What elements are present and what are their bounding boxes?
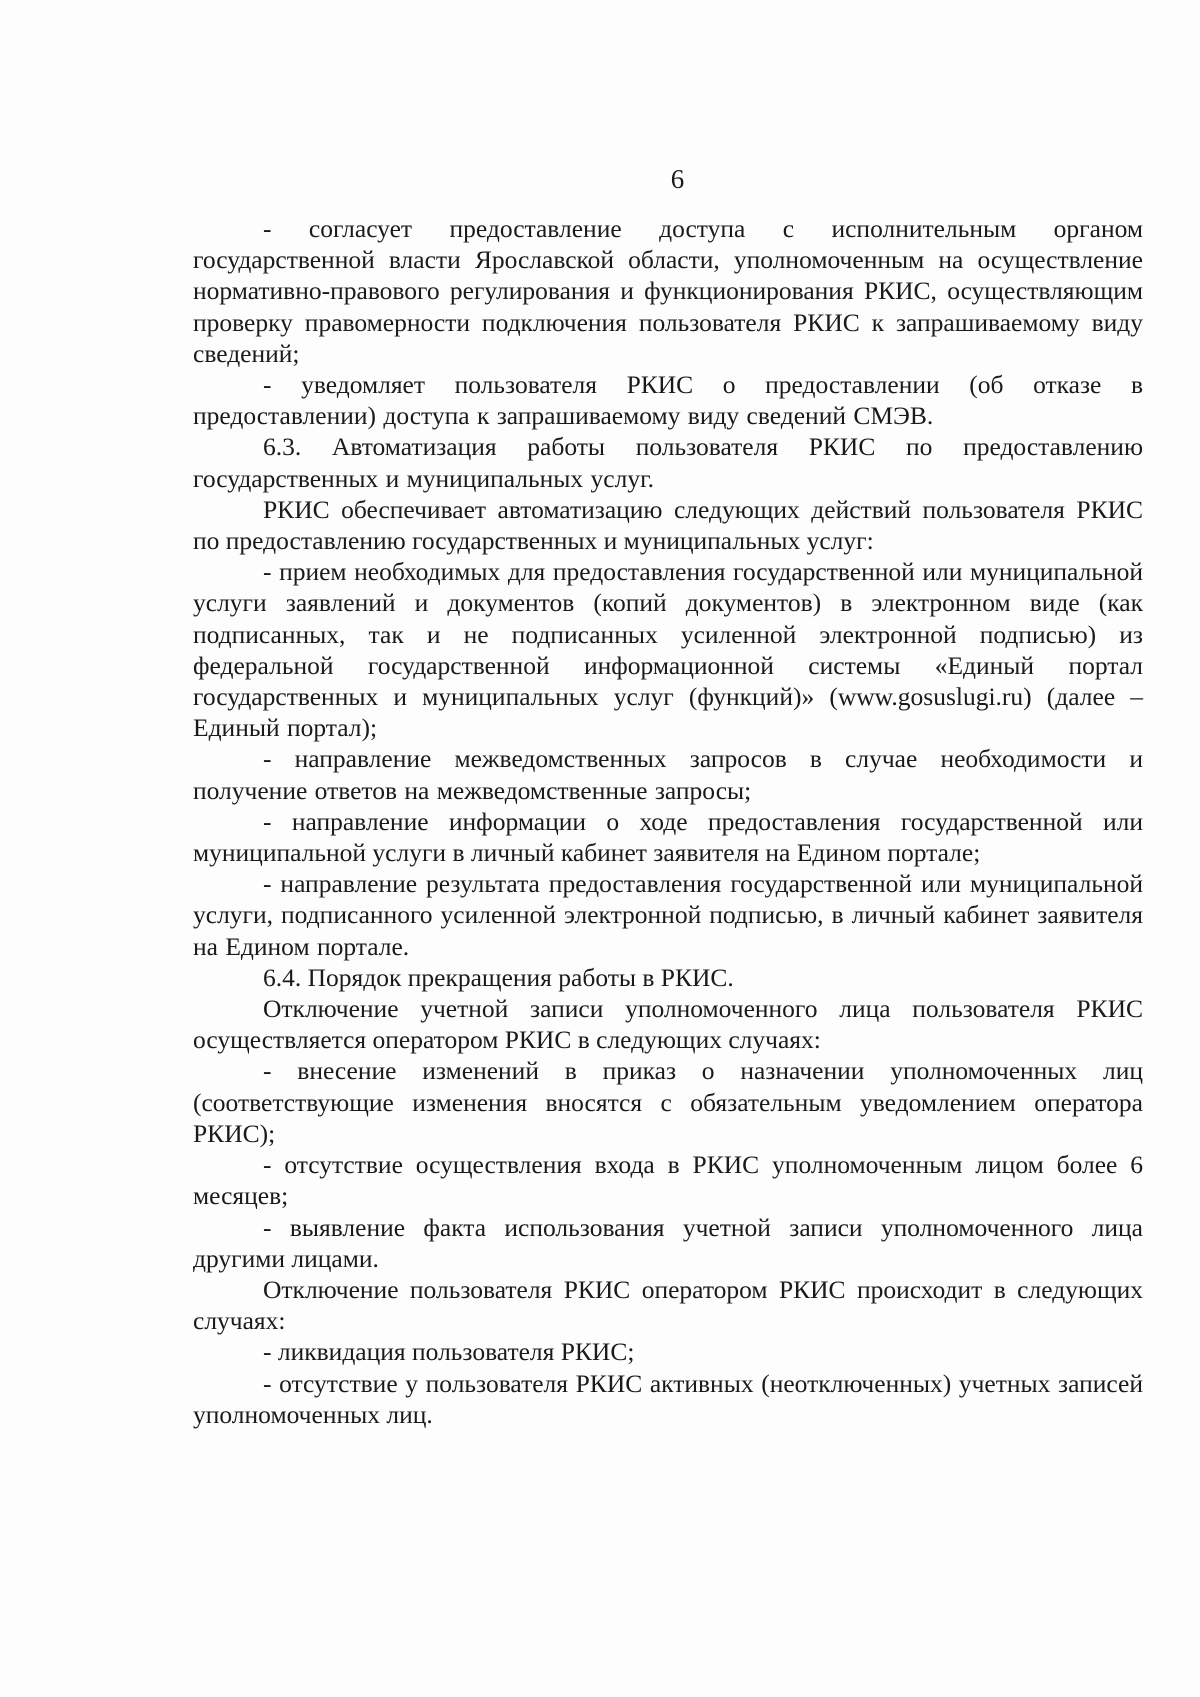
paragraph-notify-user: - уведомляет пользователя РКИС о предоставлении (об отказе в предоставлении) доступа к запрашиваемому виду сведений СМЭВ. (193, 370, 1143, 431)
list-item-liquidation: - ликвидация пользователя РКИС; (263, 1337, 635, 1367)
section-heading-6-3: 6.3. Автоматизация работы пользователя РКИС по предоставлению государственных и муниципальных услуг. (193, 432, 1143, 493)
document-body (193, 213, 1143, 1430)
paragraph-account-disable-intro: Отключение учетной записи уполномоченного лица пользователя РКИС осуществляется оператором РКИС в следующих случаях: (193, 994, 1143, 1055)
page-number: 6 (670, 164, 685, 194)
list-item-result-delivery: - направление результата предоставления государственной или муниципальной услуги, подписанного усиленной электронной подписью, в личный кабинет заявителя на Едином портале. (193, 869, 1143, 961)
list-item-misuse: - выявление факта использования учетной записи уполномоченного лица другими лицами. (193, 1212, 1143, 1273)
list-item-order-changes: - внесение изменений в приказ о назначении уполномоченных лиц (соответствующие изменения вносятся с обязательным уведомлением оператора РКИС); (193, 1056, 1143, 1148)
list-item-receive-applications: - прием необходимых для предоставления государственной или муниципальной услуги заявлений и документов (копий документов) в электронном виде (как подписанных, так и не подписанных усиленной электронной подписью) из федеральной государственной информационной системы «Единый портал государственных и муниципальных услуг (функций)» (www.gosuslugi.ru) (далее – Единый портал); (193, 557, 1143, 743)
list-item-no-active-accounts: - отсутствие у пользователя РКИС активных (неотключенных) учетных записей уполномоченных лиц. (193, 1368, 1143, 1429)
section-heading-6-4: 6.4. Порядок прекращения работы в РКИС. (263, 962, 734, 992)
paragraph-user-disable-intro: Отключение пользователя РКИС оператором РКИС происходит в следующих случаях: (193, 1274, 1143, 1336)
list-item-no-login: - отсутствие осуществления входа в РКИС уполномоченным лицом более 6 месяцев; (193, 1150, 1143, 1211)
paragraph-automation-intro: РКИС обеспечивает автоматизацию следующих действий пользователя РКИС по предоставлению государственных и муниципальных услуг: (193, 494, 1143, 556)
list-item-status-information: - направление информации о ходе предоставления государственной или муниципальной услуги в личный кабинет заявителя на Едином портале; (193, 806, 1143, 868)
list-item-interagency-requests: - направление межведомственных запросов в случае необходимости и получение ответов на межведомственные запросы; (193, 744, 1143, 805)
paragraph-agree-access: - согласует предоставление доступа с исполнительным органом государственной власти Ярославской области, уполномоченным на осуществление нормативно-правового регулирования и функционирования РКИС, осуществляющим проверку правомерности подключения пользователя РКИС к запрашиваемому виду сведений; (193, 214, 1143, 368)
